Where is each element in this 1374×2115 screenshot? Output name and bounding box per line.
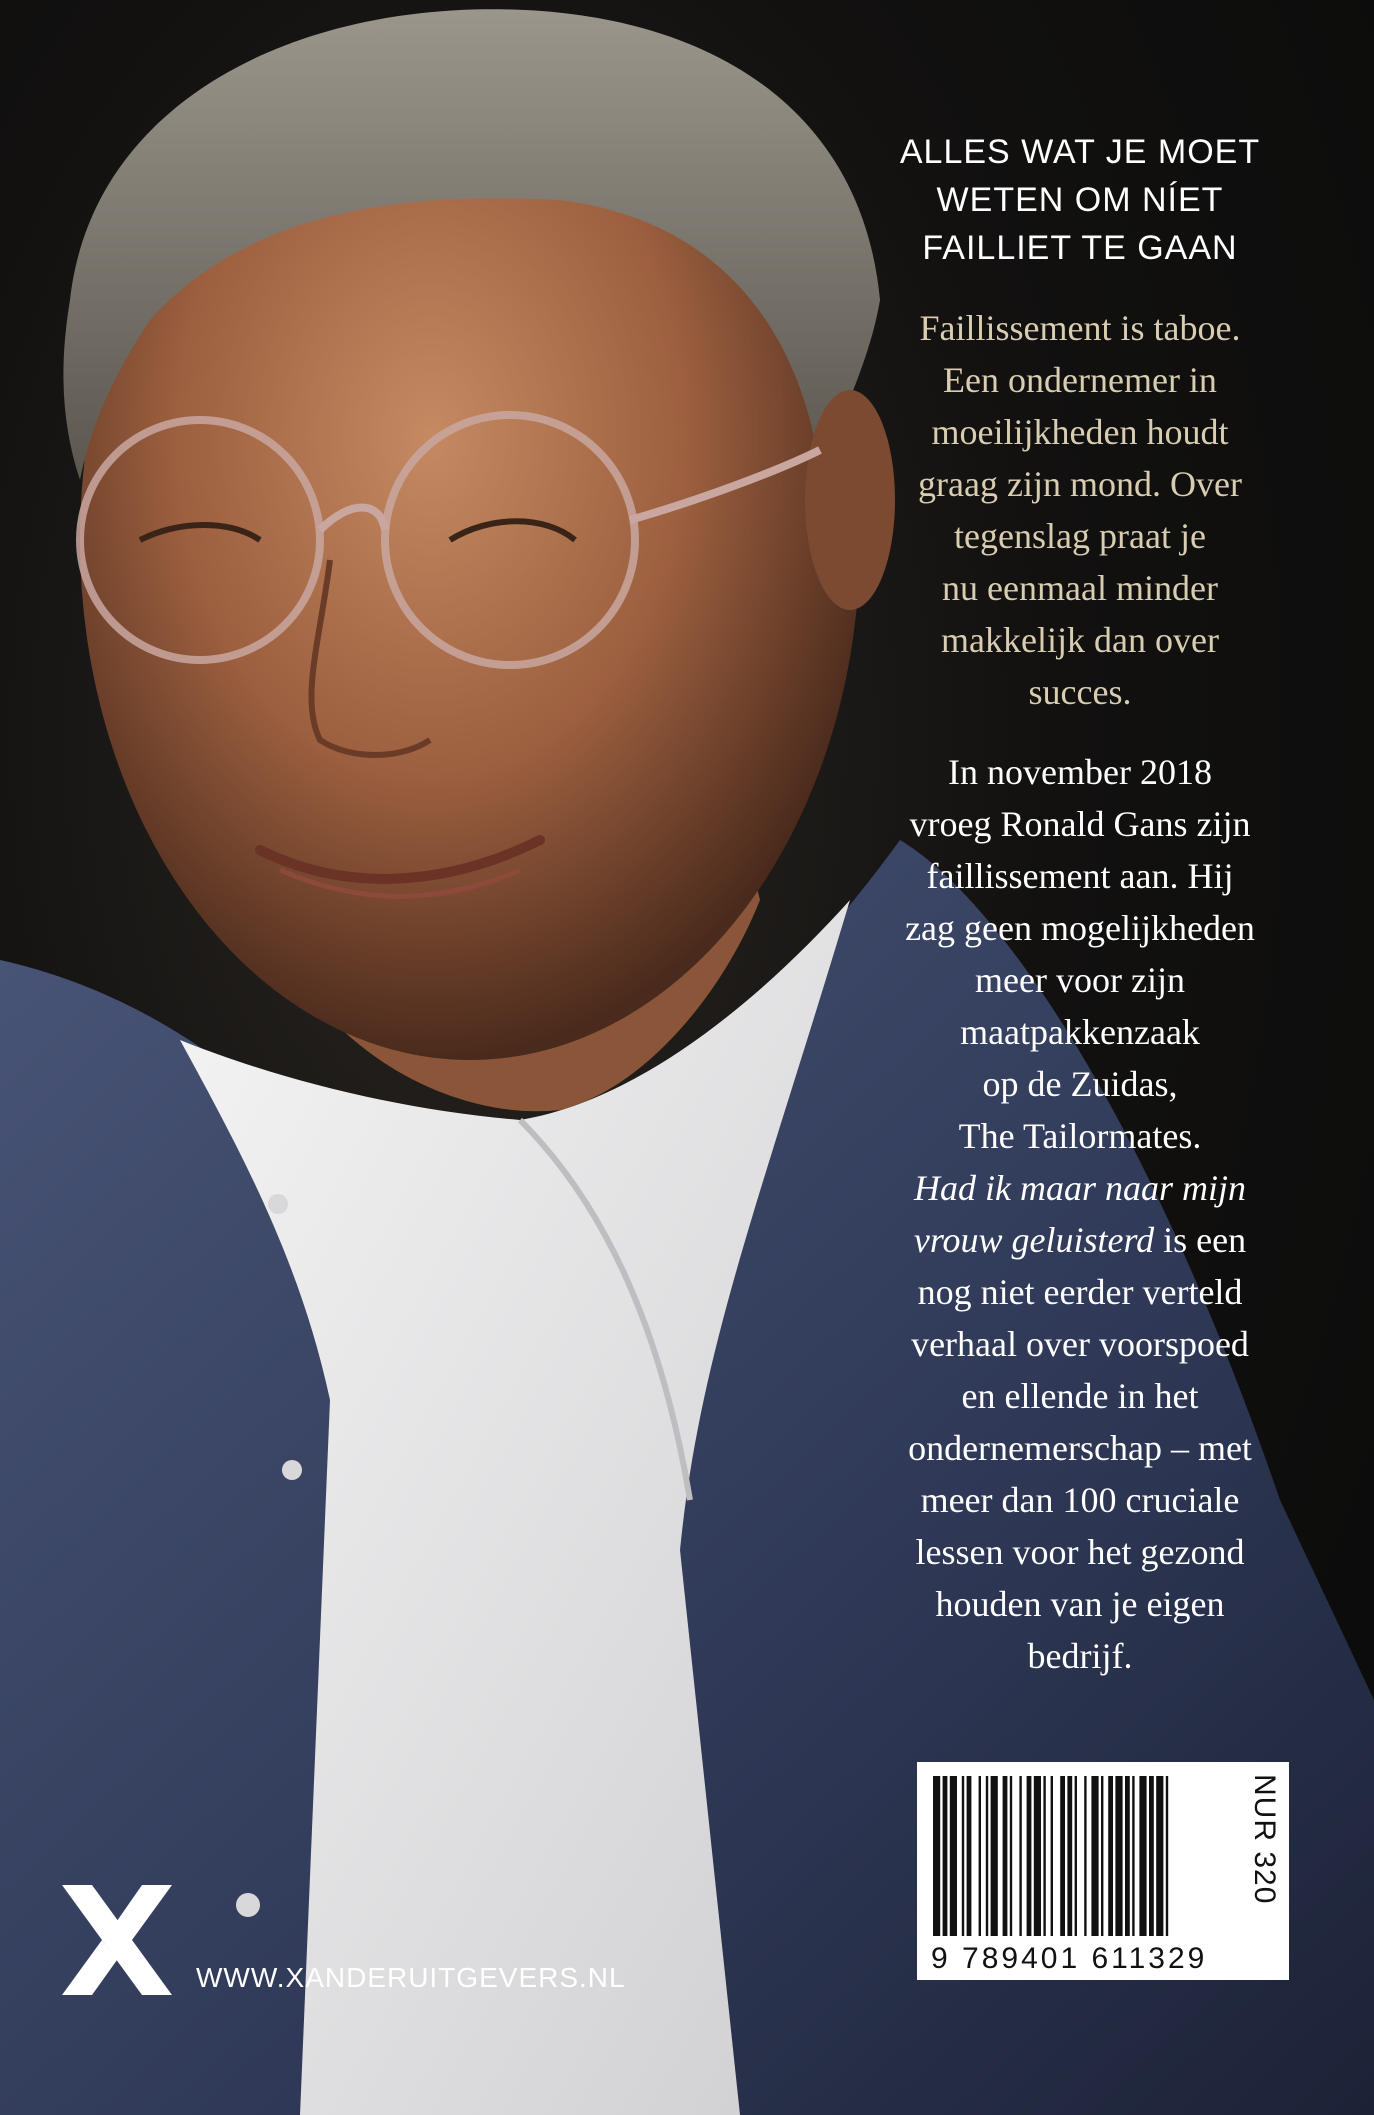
barcode-bar bbox=[1115, 1776, 1122, 1936]
text-line: meer voor zijn bbox=[975, 960, 1185, 1000]
barcode-bar bbox=[943, 1776, 948, 1936]
barcode-bar bbox=[1034, 1776, 1041, 1936]
intro-paragraph bbox=[840, 302, 1320, 718]
barcode-bar bbox=[1139, 1776, 1146, 1936]
barcode-bar bbox=[1132, 1776, 1134, 1936]
text-line: vroeg Ronald Gans zijn bbox=[909, 804, 1251, 844]
headline-line: FAILLIET TE GAAN bbox=[922, 229, 1238, 267]
text-line: graag zijn mond. Over bbox=[918, 464, 1242, 504]
text-line: houden van je eigen bbox=[935, 1584, 1225, 1624]
text-fragment: is een bbox=[1154, 1220, 1247, 1260]
text-line: Een ondernemer in bbox=[943, 360, 1217, 400]
barcode-bar bbox=[979, 1776, 981, 1936]
book-title-italic: vrouw geluisterd bbox=[913, 1220, 1155, 1260]
barcode-bar bbox=[1075, 1776, 1077, 1936]
text-line: The Tailormates. bbox=[958, 1116, 1202, 1156]
book-title-line: Had ik maar naar mijn bbox=[914, 1168, 1246, 1208]
text-line: ondernemerschap – met bbox=[908, 1428, 1252, 1468]
nur-code: NUR 320 bbox=[1248, 1774, 1281, 1905]
barcode-bar bbox=[1166, 1776, 1168, 1936]
barcode-bar bbox=[1060, 1776, 1065, 1936]
barcode-bar bbox=[1019, 1776, 1021, 1936]
text-line: faillissement aan. Hij bbox=[926, 856, 1234, 896]
barcode-bar bbox=[1051, 1776, 1053, 1936]
text-line: nog niet eerder verteld bbox=[917, 1272, 1243, 1312]
headline-line: ALLES WAT JE MOET bbox=[899, 133, 1261, 171]
text-line: maatpakkenzaak bbox=[960, 1012, 1200, 1052]
book-title-line-2 bbox=[840, 1214, 1320, 1266]
barcode-bar bbox=[1101, 1776, 1103, 1936]
barcode-bar bbox=[986, 1776, 988, 1936]
barcode-bar bbox=[1156, 1776, 1163, 1936]
barcode-bar bbox=[1043, 1776, 1045, 1936]
text-line: moeilijkheden houdt bbox=[931, 412, 1229, 452]
headline-line: WETEN OM NÍET bbox=[936, 181, 1224, 219]
barcode-bar bbox=[1003, 1776, 1008, 1936]
text-line: op de Zuidas, bbox=[982, 1064, 1178, 1104]
barcode-bar bbox=[933, 1776, 940, 1936]
text-line: nu eenmaal minder bbox=[942, 568, 1218, 608]
text-line: en ellende in het bbox=[961, 1376, 1199, 1416]
publisher-website[interactable]: WWW.XANDERUITGEVERS.NL bbox=[196, 1962, 626, 1993]
barcode-bar bbox=[1091, 1776, 1098, 1936]
text-line: In november 2018 bbox=[948, 752, 1212, 792]
text-line: Faillissement is taboe. bbox=[919, 308, 1241, 348]
barcode-bars bbox=[933, 1776, 1233, 1936]
cover-headline bbox=[840, 128, 1320, 272]
text-line: meer dan 100 cruciale bbox=[920, 1480, 1240, 1520]
barcode-bar bbox=[962, 1776, 964, 1936]
xander-logo bbox=[62, 1885, 172, 1995]
barcode-bar bbox=[1125, 1776, 1130, 1936]
isbn-number: 9 789401 611329 bbox=[931, 1942, 1208, 1975]
barcode-bar bbox=[1027, 1776, 1032, 1936]
barcode-bar bbox=[1149, 1776, 1154, 1936]
barcode-bar bbox=[967, 1776, 972, 1936]
barcode-bar bbox=[1108, 1776, 1113, 1936]
text-line: makkelijk dan over bbox=[941, 620, 1219, 660]
barcode-bar bbox=[1084, 1776, 1086, 1936]
text-line: lessen voor het gezond bbox=[915, 1532, 1245, 1572]
text-line: tegenslag praat je bbox=[954, 516, 1206, 556]
text-line: zag geen mogelijkheden bbox=[905, 908, 1255, 948]
text-line: succes. bbox=[1028, 672, 1132, 712]
body-paragraph bbox=[840, 746, 1320, 1682]
barcode-bar bbox=[1067, 1776, 1072, 1936]
barcode-bar bbox=[950, 1776, 957, 1936]
barcode-bar bbox=[1010, 1776, 1012, 1936]
text-line: bedrijf. bbox=[1027, 1636, 1133, 1676]
text-line: verhaal over voorspoed bbox=[911, 1324, 1249, 1364]
barcode-bar bbox=[991, 1776, 998, 1936]
isbn-barcode bbox=[917, 1762, 1289, 1980]
